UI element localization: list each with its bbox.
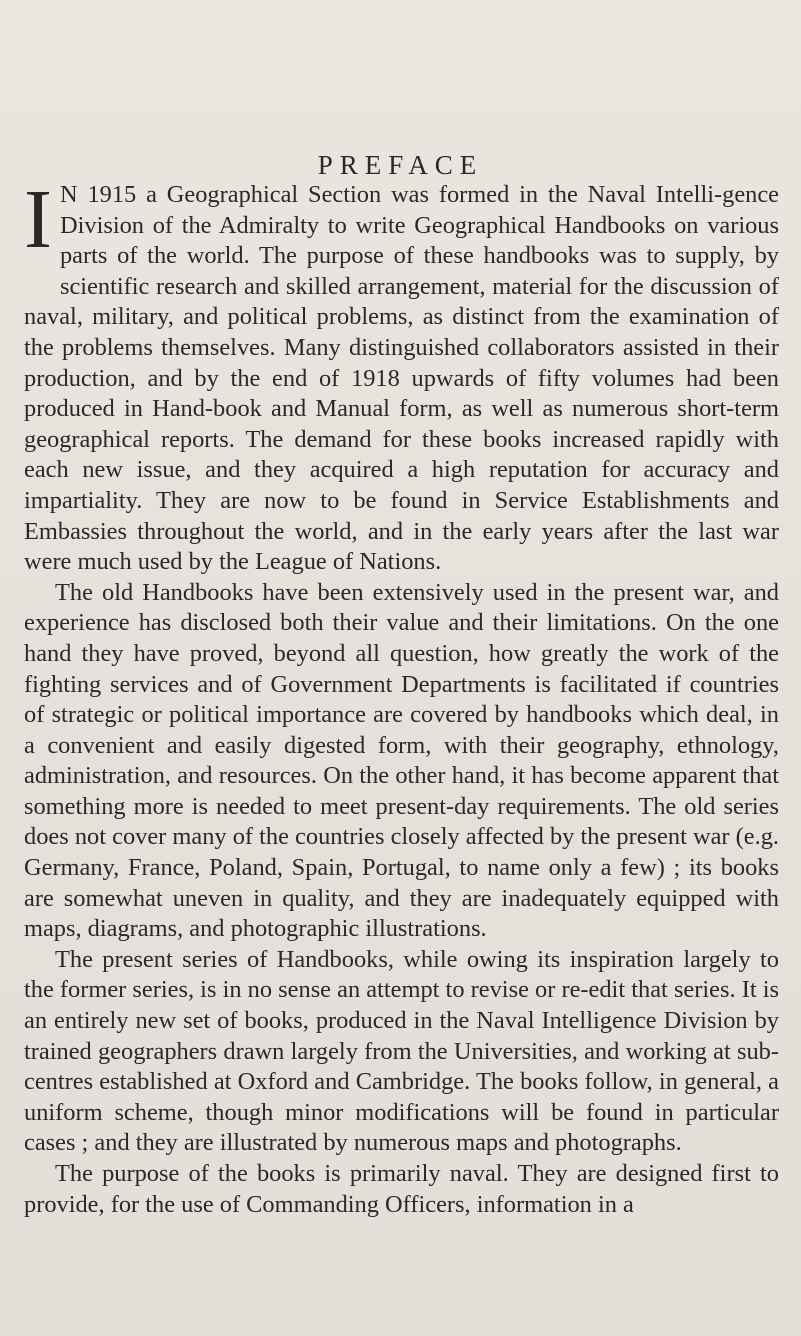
body-text xyxy=(24,173,779,1220)
paragraph-4: The purpose of the books is primarily naval. They are designed first to provide, for the use of Commanding Officers, information in a xyxy=(24,1160,779,1218)
page-heading: PREFACE xyxy=(317,150,484,180)
paragraph-1 xyxy=(24,173,779,578)
paragraph-3: The present series of Handbooks, while owing its inspiration largely to the former series, is in no sense an attempt to revise or re-edit that series. It is an entirely new set of books, produced in the Naval Intelligence Division by trained geographers drawn largely from the Universities, and working at sub-centres established at Oxford and Cambridge. The books follow, in general, a uniform scheme, though minor modifications will be found in particular cases ; and they are illustrated by numerous maps and photographs. xyxy=(24,945,779,1157)
drop-cap: I xyxy=(24,173,52,266)
paragraph-2: The old Handbooks have been extensively used in the present war, and experience has disclosed both their value and their limitations. On the one hand they have proved, beyond all question, how greatly the work of the fighting services and of Government Departments is facilitated if countries of strategic or political importance are covered by handbooks which deal, in a convenient and easily digested form, with their geography, ethnology, administration, and resources. On the other hand, it has become apparent that something more is needed to meet present-day requirements. The old series does not cover many of the countries closely affected by the present war (e.g. Germany, France, Poland, Spain, Portugal, to name only a few) ; its books are somewhat uneven in quality, and they are inadequately equipped with maps, diagrams, and photographic illustrations. xyxy=(24,578,779,943)
paragraph-1-text: N 1915 a Geographical Section was formed in the Naval Intelli-gence Division of the Admiralty to write Geographical Handbooks on various parts of the world. The purpose of these handbooks was to supply, by scientific research and skilled arrangement, material for the discussion of naval, military, and political problems, as distinct from the examination of the problems themselves. Many distinguished collaborators assisted in their production, and by the end of 1918 upwards of fifty volumes had been produced in Hand-book and Manual form, as well as numerous short-term geographical reports. The demand for these books increased rapidly with each new issue, and they acquired a high reputation for accuracy and impartiality. They are now to be found in Service Establishments and Embassies throughout the world, and in the early years after the last war were much used by the League of Nations. xyxy=(24,181,779,576)
